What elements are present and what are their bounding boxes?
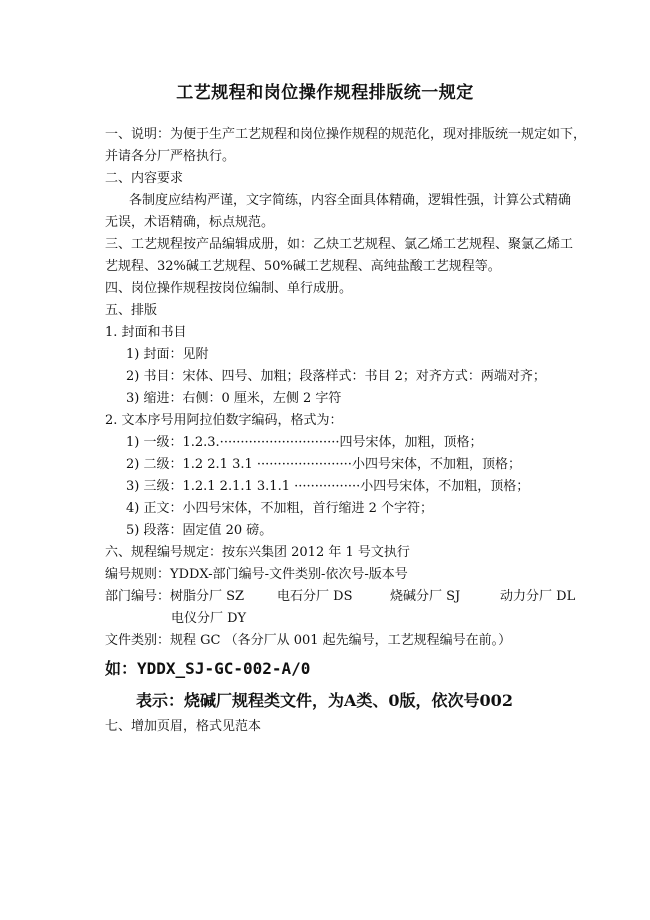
section-6-heading: 六、规程编号规定：按东兴集团 2012 年 1 号文执行 [105, 545, 410, 560]
department-codes-label: 部门编号： [105, 589, 171, 604]
item-2-sub-3: 3) 三级：1.2.1 2.1.1 3.1.1 ················小四号宋体，不加粗，顶格； [126, 479, 530, 494]
item-2-heading: 2. 文本序号用阿拉伯数字编码，格式为： [105, 413, 343, 428]
section-3-line-1: 三、工艺规程按产品编辑成册，如：乙炔工艺规程、氯乙烯工艺规程、聚氯乙烯工 [105, 237, 574, 252]
file-type-line: 文件类别：规程 GC （各分厂从 001 起先编号，工艺规程编号在前。） [105, 633, 512, 648]
section-1-line-1: 一、说明：为便于生产工艺规程和岗位操作规程的规范化，现对排版统一规定如下， [105, 127, 587, 142]
numbering-rule: 编号规则：YDDX-部门编号-文件类别-依次号-版本号 [105, 567, 408, 582]
section-1-line-2: 并请各分厂严格执行。 [105, 149, 236, 164]
department-code-dy: 电仪分厂 DY [171, 611, 247, 626]
department-codes-row [105, 588, 585, 606]
department-code-ds: 电石分厂 DS [277, 589, 353, 604]
example-line [105, 658, 585, 680]
item-2-sub-1: 1) 一级：1.2.3.·····························四号宋体，加粗，顶格； [126, 435, 483, 450]
example-code: YDDX_SJ-GC-002-A/0 [137, 659, 311, 678]
section-2-line-1: 各制度应结构严谨，文字简练，内容全面具体精确，逻辑性强，计算公式精确 [129, 193, 572, 208]
item-1-sub-1: 1) 封面：见附 [126, 347, 209, 362]
item-2-sub-5: 5) 段落：固定值 20 磅。 [126, 523, 273, 538]
item-1-heading: 1. 封面和书目 [105, 325, 187, 340]
section-5-heading: 五、排版 [105, 303, 158, 318]
item-1-sub-2: 2) 书目：宋体、四号、加粗；段落样式：书目 2；对齐方式：两端对齐； [126, 369, 546, 384]
section-2-line-2: 无误，术语精确，标点规范。 [105, 215, 275, 230]
example-prefix: 如： [105, 659, 138, 678]
section-3-line-2: 艺规程、32%碱工艺规程、50%碱工艺规程、高纯盐酸工艺规程等。 [105, 259, 501, 274]
section-2-heading: 二、内容要求 [105, 171, 184, 186]
example-meaning: 表示：烧碱厂规程类文件，为A类、0版，依次号002 [136, 691, 513, 710]
department-code-sz: 树脂分厂 SZ [170, 589, 245, 604]
section-7-line: 七、增加页眉，格式见范本 [105, 719, 262, 734]
item-1-sub-3: 3) 缩进：右侧：0 厘米，左侧 2 字符 [126, 391, 342, 406]
document-title: 工艺规程和岗位操作规程排版统一规定 [176, 83, 474, 103]
item-2-sub-4: 4) 正文：小四号宋体，不加粗，首行缩进 2 个字符； [126, 501, 434, 516]
section-4-line: 四、岗位操作规程按岗位编制、单行成册。 [105, 281, 353, 296]
department-code-dl: 动力分厂 DL [500, 589, 576, 604]
department-code-sj: 烧碱分厂 SJ [390, 589, 461, 604]
item-2-sub-2: 2) 二级：1.2 2.1 3.1 ·······················小四号宋体，不加粗，顶格； [126, 457, 521, 472]
